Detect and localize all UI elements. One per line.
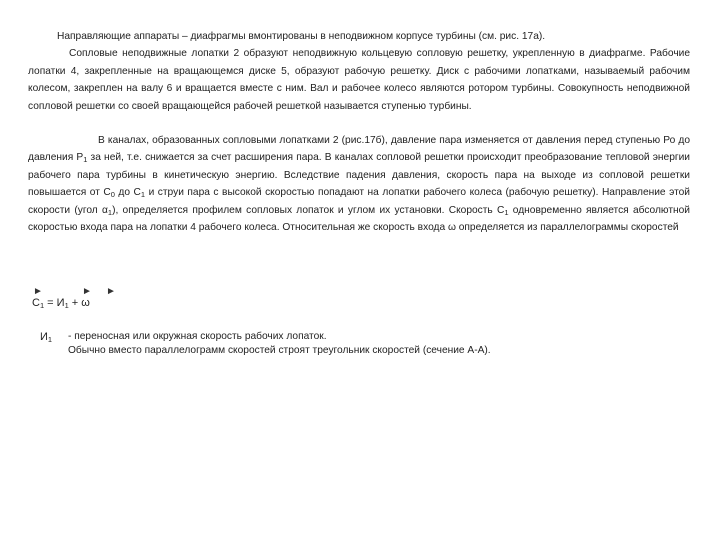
vector-definition	[68, 330, 688, 357]
formula-eq: = И	[44, 297, 65, 309]
formula-expression	[32, 297, 90, 309]
subscript: 1	[83, 155, 88, 165]
paragraph-1-body: Сопловые неподвижные лопатки 2 образуют неподвижную кольцевую сопловую решетку, укрепленную в диафрагме. Рабочие лопатки 4, закрепленные на вращающемся диске 5, образуют рабочую решетку. Диск с рабочими лопатками, называемый рабочим колесом, закреплен на валу 6 и вращается вместе с ним. Вал и рабочее колесо являются ротором турбины. Совокупность неподвижной сопловой решетки со своей вращающейся рабочей решеткой называется ступенью турбины.	[28, 48, 690, 112]
subscript: 1	[47, 335, 53, 344]
paragraph-2-text-d: и струи пара с высокой скоростью попадают на лопатки рабочего колеса (рабочую решетку). Направление этой скорости (угол α	[28, 187, 690, 216]
paragraph-2-text-f: одновременно является абсолютной скоростью входа пара на лопатки 4 рабочего колеса. Относительная же скорость входа ω определяется из параллелограммы скоростей	[28, 204, 690, 234]
vector-symbol: И	[40, 331, 48, 343]
subscript: 1	[140, 190, 146, 200]
vector-arrow-icon: ►	[33, 286, 43, 297]
velocity-formula	[32, 287, 232, 317]
paragraph-2-text-e: ), определяется профилем сопловых лопаток и углом их установки. Скорость С	[112, 204, 505, 216]
vector-arrow-icon: ►	[82, 286, 92, 297]
formula-plus: + ω	[68, 297, 90, 309]
paragraph-2-text-a: В каналах, образованных сопловыми лопатками 2 (рис.17б), давление пара изменяется от давления перед ступенью Ро до давления Р	[28, 135, 690, 164]
paragraph-turbine-stage	[28, 28, 690, 115]
vector-u1-label	[40, 330, 52, 344]
paragraph-2-text-b: за ней, т.е. снижается за счет расширения пара. В каналах сопловой решетки происходит преобразование тепловой энергии рабочего пара турбины в кинетическую энергию. Вследствие падения давления, скорость пара на выходе из сопловой решетки повышается от С	[28, 152, 690, 199]
note-line-1: - переносная или окружная скорость рабочих лопаток.	[68, 331, 327, 342]
vector-arrow-icon: ►	[106, 286, 116, 297]
paragraph-1-first-line: Направляющие аппараты – диафрагмы вмонтированы в неподвижном корпусе турбины (см. рис. 17а).	[57, 31, 546, 42]
formula-lhs: С	[32, 297, 40, 309]
note-line-2: Обычно вместо параллелограмм скоростей строят треугольник скоростей (сечение А-А).	[68, 344, 491, 356]
subscript: 1	[107, 207, 113, 217]
paragraph-2-text-c: до С	[114, 187, 141, 199]
paragraph-nozzle-channels	[28, 132, 690, 236]
subscript: 1	[39, 301, 45, 310]
subscript: 0	[110, 190, 115, 200]
subscript: 1	[504, 207, 509, 217]
subscript: 1	[64, 301, 69, 310]
